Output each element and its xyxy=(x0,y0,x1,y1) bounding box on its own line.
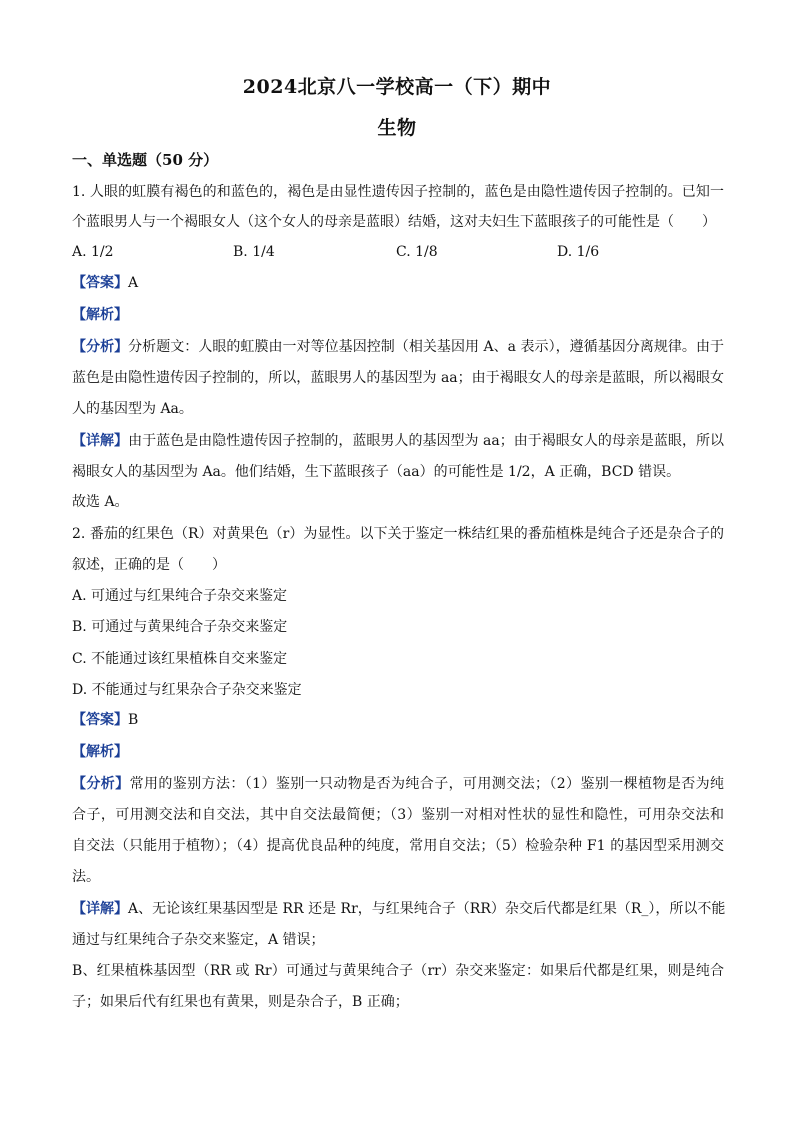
q1-stem-line-1: 1. 人眼的虹膜有褐色的和蓝色的，褐色是由显性遗传因子控制的，蓝色是由隐性遗传因子控制的。已知一 xyxy=(72,184,724,200)
q1-option-a: A. 1/2 xyxy=(72,244,114,260)
q1-option-c: C. 1/8 xyxy=(396,244,438,260)
fenxi-text: 分析题文：人眼的虹膜由一对等位基因控制（相关基因用 A、a 表示），遵循基因分离规律。由于 xyxy=(128,339,724,355)
q1-conclusion: 故选 A。 xyxy=(72,494,129,510)
q2-analysis-heading xyxy=(72,742,724,762)
q1-fenxi-line-1 xyxy=(72,337,724,357)
fenxi-tag: 【分析】 xyxy=(72,776,130,792)
exam-title: 2024北京八一学校高一（下）期中 xyxy=(242,76,552,98)
q2-xiangjie-line-3: B、红果植株基因型（RR 或 Rr）可通过与黄果纯合子（rr）杂交来鉴定：如果后代都是红果，则是纯合 xyxy=(72,963,724,979)
subject-title: 生物 xyxy=(377,117,417,139)
q2-answer xyxy=(72,710,724,730)
answer-value: A xyxy=(128,275,139,291)
q1-option-d: D. 1/6 xyxy=(557,244,600,260)
xiangjie-tag: 【详解】 xyxy=(72,901,128,917)
q1-fenxi-line-2: 蓝色是由隐性遗传因子控制的，所以，蓝眼男人的基因型为 aa；由于褐眼女人的母亲是蓝眼，所以褐眼女 xyxy=(72,370,724,386)
q1-option-b: B. 1/4 xyxy=(233,244,275,260)
q1-xiangjie-line-1 xyxy=(72,431,724,451)
xiangjie-text: 由于蓝色是由隐性遗传因子控制的，蓝眼男人的基因型为 aa；由于褐眼女人的母亲是蓝眼，所以 xyxy=(128,433,724,449)
q2-option-b: B. 可通过与黄果纯合子杂交来鉴定 xyxy=(72,619,288,635)
q2-xiangjie-line-4: 子；如果后代有红果也有黄果，则是杂合子，B 正确； xyxy=(72,994,409,1010)
q2-xiangjie-line-2: 通过与红果纯合子杂交来鉴定，A 错误； xyxy=(72,932,325,948)
q1-answer xyxy=(72,273,724,293)
q1-stem-line-2: 个蓝眼男人与一个褐眼女人（这个女人的母亲是蓝眼）结婚，这对夫妇生下蓝眼孩子的可能性是（ ） xyxy=(72,214,716,230)
fenxi-text: 常用的鉴别方法：（1）鉴别一只动物是否为纯合子，可用测交法；（2）鉴别一棵植物是否为纯 xyxy=(129,776,725,792)
q2-fenxi-line-2: 合子，可用测交法和自交法，其中自交法最简便；（3）鉴别一对相对性状的显性和隐性，可用杂交法和 xyxy=(72,807,724,823)
q2-option-d: D. 不能通过与红果杂合子杂交来鉴定 xyxy=(72,682,302,698)
answer-tag: 【答案】 xyxy=(72,275,128,291)
q2-fenxi-line-3: 自交法（只能用于植物）；（4）提高优良品种的纯度，常用自交法；（5）检验杂种 F1 的基因型采用测交 xyxy=(72,838,724,854)
fenxi-tag: 【分析】 xyxy=(72,339,129,355)
q2-option-c: C. 不能通过该红果植株自交来鉴定 xyxy=(72,651,288,667)
q2-stem-line-1: 2. 番茄的红果色（R）对黄果色（r）为显性。以下关于鉴定一株结红果的番茄植株是纯合子还是杂合子的 xyxy=(72,526,724,542)
q1-analysis-heading xyxy=(72,305,724,325)
q1-fenxi-line-3: 人的基因型为 Aa。 xyxy=(72,401,193,417)
xiangjie-text: A、无论该红果基因型是 RR 还是 Rr，与红果纯合子（RR）杂交后代都是红果（R_），所以不能 xyxy=(128,901,726,917)
q2-xiangjie-line-1 xyxy=(72,899,724,919)
q2-fenxi-line-1 xyxy=(72,774,724,794)
answer-value: B xyxy=(128,712,139,728)
section-heading: 一、单选题（50 分） xyxy=(72,151,219,169)
q2-stem-line-2: 叙述，正确的是（ ） xyxy=(72,557,226,573)
analysis-tag: 【解析】 xyxy=(72,307,128,323)
q1-xiangjie-line-2: 褐眼女人的基因型为 Aa。他们结婚，生下蓝眼孩子（aa）的可能性是 1/2，A 正确，BCD 错误。 xyxy=(72,464,681,480)
q2-fenxi-line-4: 法。 xyxy=(72,869,100,885)
xiangjie-tag: 【详解】 xyxy=(72,433,129,449)
answer-tag: 【答案】 xyxy=(72,712,128,728)
q2-option-a: A. 可通过与红果纯合子杂交来鉴定 xyxy=(72,588,288,604)
analysis-tag: 【解析】 xyxy=(72,744,128,760)
